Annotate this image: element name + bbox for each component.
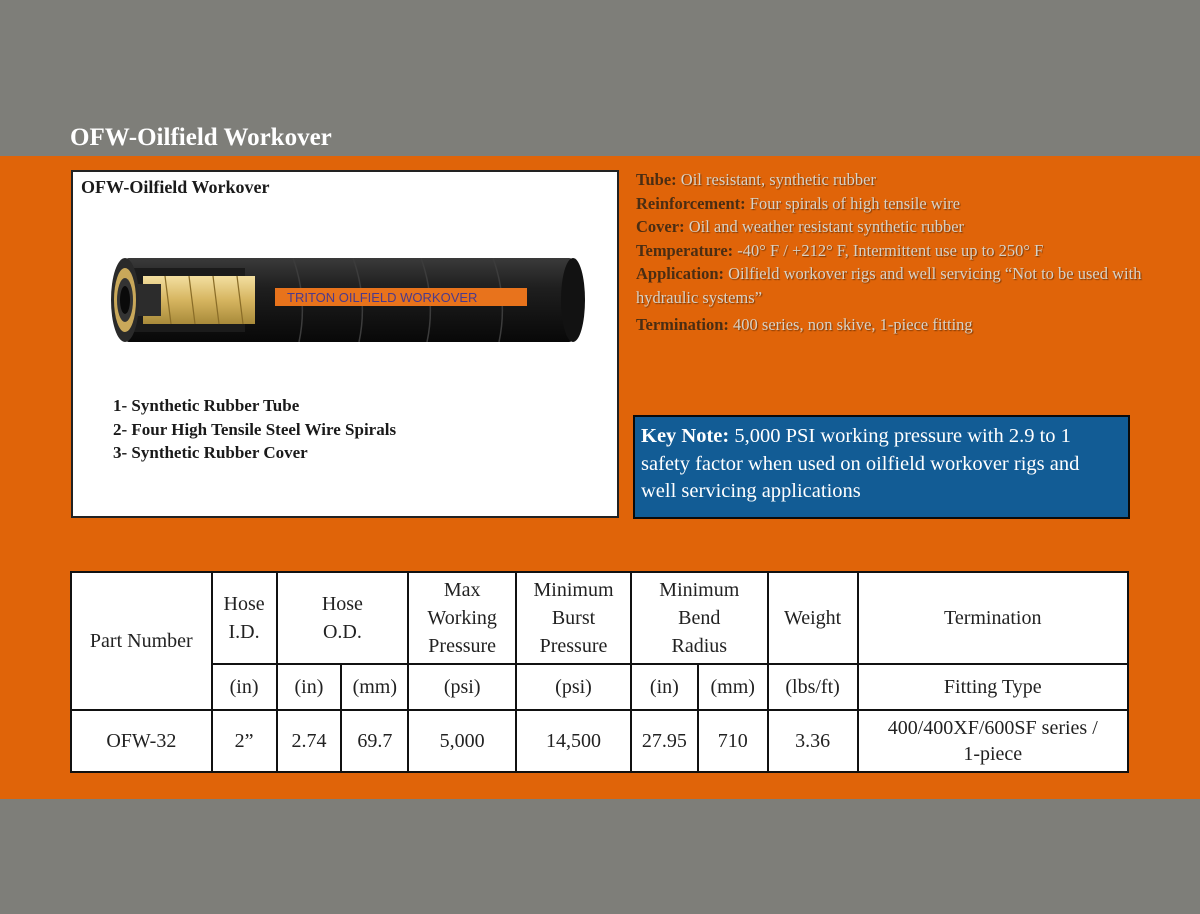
spec-termination [636,313,1156,337]
key-note-box [633,415,1130,519]
spec-table [70,571,1129,773]
unit-cell: (psi) [516,664,631,710]
header-line: Hose [223,593,265,615]
spec-tube [636,168,1156,192]
header-line: O.D. [322,621,362,643]
unit-cell: Fitting Type [858,664,1128,710]
hose-image [103,258,593,342]
header-weight [768,572,858,664]
header-hose-id [212,572,277,664]
layer-item: 3- Synthetic Rubber Cover [113,443,308,462]
cell-working-psi: 5,000 [408,710,516,772]
product-card [71,170,619,518]
spec-reinforcement [636,192,1156,216]
page-title: OFW-Oilfield Workover [70,124,332,151]
spec-label: Cover: [636,217,685,236]
header-line: Max [443,579,481,601]
card-title: OFW-Oilfield Workover [81,177,270,197]
unit-cell: (in) [212,664,277,710]
cell-od-mm: 69.7 [341,710,408,772]
spec-application [636,262,1156,309]
table-header-row [71,572,1128,664]
spec-label: Termination: [636,315,729,334]
cell-bend-mm: 710 [698,710,768,772]
cell-part: OFW-32 [71,710,212,772]
spec-value: 400 series, non skive, 1-piece fitting [728,315,973,334]
spec-value: Oil and weather resistant synthetic rubber [684,217,965,236]
layer-item: 1- Synthetic Rubber Tube [113,396,300,415]
unit-cell: (mm) [698,664,768,710]
spec-label: Temperature: [636,240,734,260]
header-line: Pressure [539,635,608,657]
spec-list [636,168,1156,337]
spec-value: Oilfield workover rigs and well servicing “Not to be used with hydraulic systems” [636,264,1142,307]
header-min-burst [516,572,631,664]
cell-termination [858,710,1128,772]
key-note-label: Key Note: [641,425,730,447]
header-max-working [408,572,516,664]
unit-cell: (in) [631,664,698,710]
cell-bend-in: 27.95 [631,710,698,772]
unit-cell: (in) [277,664,342,710]
unit-cell: (psi) [408,664,516,710]
spec-label: Tube: [636,170,677,189]
cell-weight: 3.36 [768,710,858,772]
spec-cover [636,215,1156,239]
spec-temperature [636,239,1156,263]
spec-label: Application: [636,264,725,283]
header-line: Minimum [659,579,740,601]
termination-line: 1-piece [963,743,1023,765]
cell-id-in: 2” [212,710,277,772]
header-hose-od [277,572,409,664]
layer-item: 2- Four High Tensile Steel Wire Spirals [113,419,397,439]
layers-list [113,394,396,465]
header-label: Part Number [89,630,193,652]
header-line: Burst [551,607,596,629]
header-line: Minimum [533,579,614,601]
header-label: Weight [783,607,842,629]
header-part-number [71,572,212,710]
hose-label: TRITON OILFIELD WORKOVER [287,290,478,305]
spec-value: Oil resistant, synthetic rubber [676,170,877,189]
cell-od-in: 2.74 [277,710,342,772]
spec-value: -40° F / +212° F, Intermittent use up to 250° F [733,240,1044,260]
header-line: Working [427,607,497,629]
header-min-bend [631,572,768,664]
header-line: Bend [678,607,721,629]
unit-cell: (mm) [341,664,408,710]
spec-value: Four spirals of high tensile wire [745,193,961,213]
header-line: I.D. [228,621,260,643]
header-line: Pressure [428,635,497,657]
unit-cell: (lbs/ft) [768,664,858,710]
cell-burst-psi: 14,500 [516,710,631,772]
spec-label: Reinforcement: [636,193,746,213]
key-note-text: 5,000 PSI working pressure with 2.9 to 1 safety factor when used on oilfield workover rigs and well servicing applications [641,425,1080,502]
table-units-row [71,664,1128,710]
header-label: Termination [944,607,1042,629]
table-row [71,710,1128,772]
termination-line: 400/400XF/600SF series / [887,717,1098,739]
header-termination [858,572,1128,664]
header-line: Radius [671,635,728,657]
header-line: Hose [321,593,363,615]
